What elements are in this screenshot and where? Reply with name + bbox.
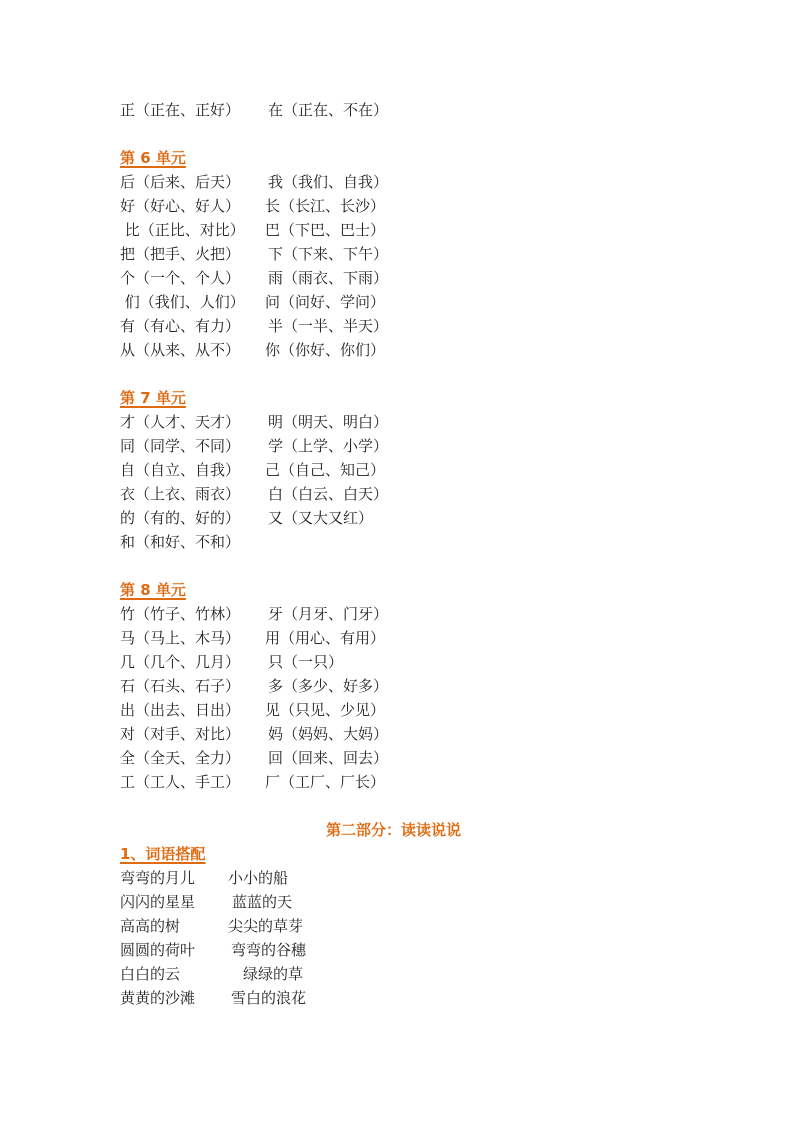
vocab-entry: 学（上学、小学） [268, 437, 389, 455]
vocab-entry: 明（明天、明白） [268, 413, 389, 431]
phrase-entry: 弯弯的月儿 [120, 869, 196, 887]
vocab-entry: 的（有的、好的） [120, 509, 241, 527]
vocab-entry: 我（我们、自我） [268, 173, 389, 191]
phrase-entry: 黄黄的沙滩 [120, 989, 196, 1007]
vocab-entry: 好（好心、好人） [120, 197, 241, 215]
vocab-entry: 问（问好、学问） [265, 293, 386, 311]
vocab-entry: 衣（上衣、雨衣） [120, 485, 241, 503]
vocab-entry: 自（自立、自我） [120, 461, 241, 479]
phrase-entry: 蓝蓝的天 [232, 893, 293, 911]
phrase-entry: 高高的树 [120, 917, 181, 935]
vocab-entry: 雨（雨衣、下雨） [268, 269, 389, 287]
vocab-entry: 又（又大又红） [268, 509, 374, 527]
vocab-entry: 多（多少、好多） [268, 677, 389, 695]
phrase-entry: 雪白的浪花 [231, 989, 307, 1007]
vocab-entry: 半（一半、半天） [268, 317, 389, 335]
phrase-entry: 白白的云 [120, 965, 181, 983]
vocab-entry: 竹（竹子、竹林） [120, 605, 241, 623]
vocab-entry: 和（和好、不和） [120, 533, 241, 551]
vocab-entry: 巴（下巴、巴士） [265, 221, 386, 239]
vocab-entry: 个（一个、个人） [120, 269, 241, 287]
vocab-entry: 们（我们、人们） [120, 293, 245, 311]
phrase-entry: 圆圆的荷叶 [120, 941, 196, 959]
vocab-entry: 从（从来、从不） [120, 341, 241, 359]
word-pairing-heading: 1、词语搭配 [120, 845, 206, 863]
phrase-entry: 闪闪的星星 [120, 893, 196, 911]
vocab-entry: 妈（妈妈、大妈） [268, 725, 389, 743]
unit-8-heading: 第 8 单元 [120, 581, 186, 599]
phrase-entry: 绿绿的草 [243, 965, 304, 983]
vocab-entry: 对（对手、对比） [120, 725, 241, 743]
vocab-entry: 出（出去、日出） [120, 701, 241, 719]
vocab-entry: 回（回来、回去） [268, 749, 389, 767]
vocab-entry: 你（你好、你们） [265, 341, 386, 359]
phrase-entry: 尖尖的草芽 [228, 917, 304, 935]
vocab-entry: 在（正在、不在） [268, 101, 389, 119]
part-two-title: 第二部分：读读说说 [326, 821, 462, 839]
vocab-entry: 石（石头、石子） [120, 677, 241, 695]
vocab-entry: 厂（工厂、厂长） [265, 773, 386, 791]
vocab-entry: 把（把手、火把） [120, 245, 241, 263]
vocab-entry: 全（全天、全力） [120, 749, 241, 767]
vocab-entry: 同（同学、不同） [120, 437, 241, 455]
unit-6-heading: 第 6 单元 [120, 149, 186, 167]
vocab-entry: 用（用心、有用） [265, 629, 386, 647]
vocab-entry: 只（一只） [268, 653, 344, 671]
phrase-entry: 弯弯的谷穗 [231, 941, 307, 959]
vocab-entry: 工（工人、手工） [120, 773, 241, 791]
vocab-entry: 见（只见、少见） [265, 701, 386, 719]
vocab-entry: 后（后来、后天） [120, 173, 241, 191]
vocab-entry: 白（白云、白天） [268, 485, 389, 503]
vocab-entry: 才（人才、天才） [120, 413, 241, 431]
vocab-entry: 比（正比、对比） [120, 221, 245, 239]
vocab-entry: 牙（月牙、门牙） [268, 605, 389, 623]
vocab-entry: 马（马上、木马） [120, 629, 241, 647]
vocab-entry: 长（长江、长沙） [265, 197, 386, 215]
vocab-entry: 正（正在、正好） [120, 101, 241, 119]
vocab-entry: 有（有心、有力） [120, 317, 241, 335]
phrase-entry: 小小的船 [228, 869, 289, 887]
unit-7-heading: 第 7 单元 [120, 389, 186, 407]
vocab-entry: 几（几个、几月） [120, 653, 241, 671]
vocab-entry: 己（自己、知己） [265, 461, 386, 479]
vocab-entry: 下（下来、下午） [268, 245, 389, 263]
